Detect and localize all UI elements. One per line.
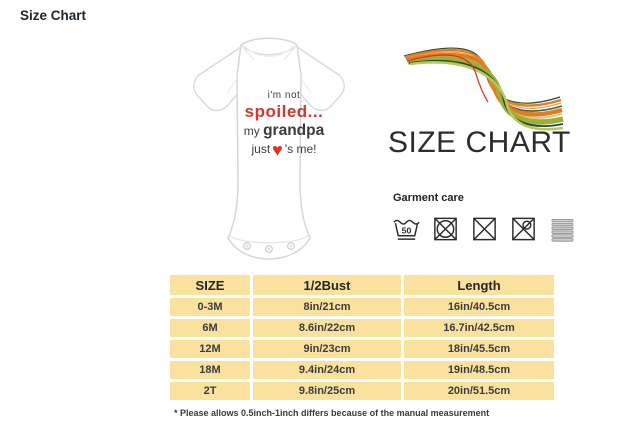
- cell-bust: 9in/23cm: [253, 340, 401, 358]
- page-title: Size Chart: [20, 8, 87, 23]
- cell-size: 2T: [170, 382, 250, 400]
- cell-bust: 8in/21cm: [253, 298, 401, 316]
- heart-icon: ♥: [272, 139, 283, 160]
- cell-length: 19in/48.5cm: [404, 361, 554, 379]
- cell-size: 0-3M: [170, 298, 250, 316]
- do-not-tumble-dry-icon: [431, 214, 460, 244]
- wash-50-icon: [392, 214, 421, 244]
- baby-bodysuit-image: [183, 33, 355, 273]
- cell-bust: 9.8in/25cm: [253, 382, 401, 400]
- cell-length: 16.7in/42.5cm: [404, 319, 554, 337]
- measurement-note: * Please allows 0.5inch-1inch differs because of the manual measurement: [174, 408, 490, 418]
- do-not-wring-icon: [470, 214, 499, 244]
- garment-care-icons: [392, 214, 577, 244]
- print-line-4: [228, 141, 340, 159]
- cell-bust: 8.6in/22cm: [253, 319, 401, 337]
- size-table: [170, 275, 548, 400]
- column-header-bust: 1/2Bust: [253, 275, 401, 295]
- print-line-4-post: 's me!: [284, 142, 317, 157]
- cell-size: 18M: [170, 361, 250, 379]
- wash-temp-label: 50: [401, 225, 412, 236]
- cell-size: 6M: [170, 319, 250, 337]
- cell-length: 20in/51.5cm: [404, 382, 554, 400]
- print-line-3: [228, 123, 340, 139]
- cell-bust: 9.4in/24cm: [253, 361, 401, 379]
- dry-flat-icon: [548, 214, 577, 244]
- print-line-1: i'm not: [267, 90, 301, 101]
- cell-length: 16in/40.5cm: [404, 298, 554, 316]
- print-line-3-light: my: [243, 124, 260, 139]
- print-line-3-bold: grandpa: [263, 122, 325, 140]
- column-header-length: Length: [404, 275, 554, 295]
- size-chart-heading: SIZE CHART: [388, 126, 571, 159]
- print-line-4-pre: just: [251, 142, 271, 157]
- do-not-dry-clean-icon: [509, 214, 538, 244]
- garment-care-label: Garment care: [393, 192, 464, 204]
- print-line-2: spoiled...: [244, 101, 324, 121]
- cell-size: 12M: [170, 340, 250, 358]
- cell-length: 18in/45.5cm: [404, 340, 554, 358]
- ribbon-swoosh-graphic: [398, 40, 566, 136]
- onesie-print-text: [228, 91, 340, 159]
- column-header-size: SIZE: [170, 275, 250, 295]
